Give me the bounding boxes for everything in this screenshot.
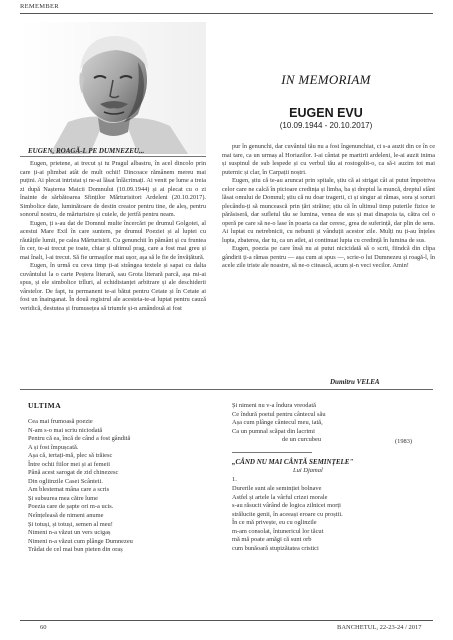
poem-ultima-left [28,418,213,555]
memoriam-title: IN MEMORIAM [281,72,371,87]
life-dates: (10.09.1944 - 20.10.2017) [279,121,373,130]
poem-line: Astfel și artele la vârful crizei morale [232,493,328,501]
article-column-right [222,143,435,271]
magazine-issue: BANCHETUL, 22-23-24 / 2017 [337,624,422,631]
poem-line: N-am s-o mai scriu niciodată [28,426,103,434]
subheading-divider [20,156,206,157]
section-label: REMEMBER [20,3,59,10]
article-column-left [20,160,206,313]
poem-line: Am blestemat mâna care a scris [28,486,110,494]
poem-line: Nimeni n-a văzut cum plânge Dumnezeu [28,537,133,545]
poem-line: Ca un pumnal scăpat din lacrimi [232,427,315,435]
poem-line: A și fost împușcată. [28,443,79,451]
poem-line: Nimeni n-a văzut un vers ucigaș [28,529,111,537]
poem-line: În ce mă privește, eu cu oglinzile [232,519,317,527]
paragraph: Eugen, prietene, ai trecut și tu Pragul albastru, în acel dincolo prin care ți-ai plimbat atât de mult ochii! Dincoace rămânem mereu mai puțini. Ai plecat intristat și ne-ai lăsat înlăcrimați. Ai venit pe lume a treia zi după Nașterea Maicii Domnului (10.09.1944) și ai plecat cu o zi înainte de sărbătoarea Sfinților Mărturisitori Ardeleni (20.10.2017). Simbolice date, luminătoare de destin creator pentru tine, de aleș, pentru sonorul nostru, de mărturisire și cuiele, de jertfă pentru neam. [20,160,206,218]
poem-title-seminte: „CÂND NU MAI CÂNTĂ SEMINȚELE" [232,458,354,466]
header-divider [20,13,433,14]
deceased-name: EUGEN EVU [289,106,363,120]
poem-line: Cea mai frumoasă poezie [28,418,93,425]
poem-title-ultima: ULTIMA [28,401,62,410]
poem-line: Și nimeni nu v-a îndura vreodată [232,402,316,409]
poem-line: Și totuși, și totuși, semen al meu! [28,520,113,528]
paragraph: Eugen, în urmă cu ceva timp ți-ai strângea textele și sapai cu dalta cuvântului la o carte Peștera literară, sau Grota literară parcă, așa mi-ai spus, și ele simbolice trlluri, al echidistanței arbitrare și ale deschiderii vârstelor. De fapt, tu permanent te-ai bătut pentru Cetate și în Cetate ai fost un înainganat. În două registrul ale acesteia-te-ai luptat pentru cauză veridică, destutea și frumusețea să triumfe și-n amândouă ai fost [20,262,206,312]
poem-section-number: 1. [232,476,237,483]
section-divider [20,389,433,390]
paragraph: Eugen, ți s-au dat de Domnul multe încercări pe drumul Golgotei, al acestui Mare Exil în care suntem, pe drumul Poeziei și al luptei cu răutățile lumii, pe calea Mărturisirii. Cu genunchii în pământ și cu fruntea în cer, te-ai trecut pe toate, chiar și ultimul prag, care a fost mai greu și mai înalt, l-ai trecut. Să fie urmașilor mai ușor, așa să le fie de învățătură. [20,219,206,261]
poem-line: Între ochii fiilor mei și ai femeii [28,460,110,468]
poem-line: Așa cum plânge cântecul meu, iată, [232,419,323,427]
article-subheading: EUGEN, ROAGĂ-L PE DUMNEZEU... [28,147,145,155]
poem-line: s-au răsucit vârând de logica zilnicei morți [232,502,341,510]
poem-line: Poezia care de șapte ori m-a ucis. [28,503,114,511]
poem-line: Din ogliinzile Casei Scânteii. [28,477,103,485]
poem-line: Pentru că ea, încă de când a fost gândită [28,435,131,443]
poem-year: (1983) [395,438,413,445]
article-author: Dumitru VELEA [330,378,380,386]
poem-line: mă mă poate amăgi că sunt orb [232,536,312,544]
poem-line: Durerile sunt ale seminției bolnave [232,485,322,492]
poem-divider [232,452,312,453]
author-portrait [20,22,206,154]
paragraph: Eugen, poezia pe care însă nu ai putut nicicidată să o scrii, fiindcă din clipa gândirii ți-a rămas pentru — așa cum ai spus —, scrie-o lui Dumnezeu și roagă-l, în acele zile triste ale noastre, să ne-o citească, acum și-n veci vecilor. Amin! [222,245,435,269]
poem-line: Neînțeleasă de nimeni anume [28,512,104,520]
poem-line: cum bunăoară stupizătatea cristici [232,544,319,552]
poem-dedication: Lui Djamal [293,467,323,474]
poem-line: Și subsurea mea către lume [28,494,98,502]
poem-line: strălucite genii, în aceeași eroare cu proștii. [232,510,343,518]
poem-line: Așa că, iertați-mă, plec să trăiesc [28,452,113,460]
poem-line: de un curcubeu [282,436,322,444]
footer-divider [20,620,433,621]
poem-line: Până acest sarogat de zid chinezesc [28,469,119,477]
poem-seminte-body [232,485,432,553]
paragraph: Eugen, știu că te-au aruncat prin spitale, știu că ai strigat cât ai putut împotriva celor care ne calcă în picioare credința și limba, ba și dreptul la muncă, dreptul sfânt lăsat omului de Domnul; știu că nu doar tragerii, ci și singur ai rămas, sora și soruri plecându-ți să muncească prin țări străine; știu că în ultimul timp puterile fizice te părăsiseră, dar sufletul tău se lumina, venea de sus și mai dinapoia ta, cătra cel o operă pe care să ne-o lase în poarta ca dar ceresc, grea de suferință, dar plin de sens. Ai luptat cu netrebnicii, cu nebunii și vânduții acestor zile. Mulți nu ți-au înțeles lupta, zbaterea, dar tu, ca un atlet, ai continuat lupta cu credință în lumina de sus. [222,177,435,244]
poem-line: Ce îndură poetul pentru cântecul său [232,410,326,418]
paragraph: pur în genunchi, dar cuvântul tău nu a fost îngenunchiat, ci s-a auzit din ce în ce mai tare, ca un urmaș al Horiazilor. I-ai cântat pe martirii ardeleni, le-ai auzit inima și suspinul de sub lespede și cu verbul tău ai rostogolit-o, ca să-i auzim tot mai puternic și clar, în Carpații noștri. [222,143,435,176]
page-number: 60 [40,624,47,631]
poem-line: Trădat de cel mai bun pieten din oraș [28,546,123,554]
poem-line: m-am consolat, întunericul lor tăcut [232,527,324,535]
